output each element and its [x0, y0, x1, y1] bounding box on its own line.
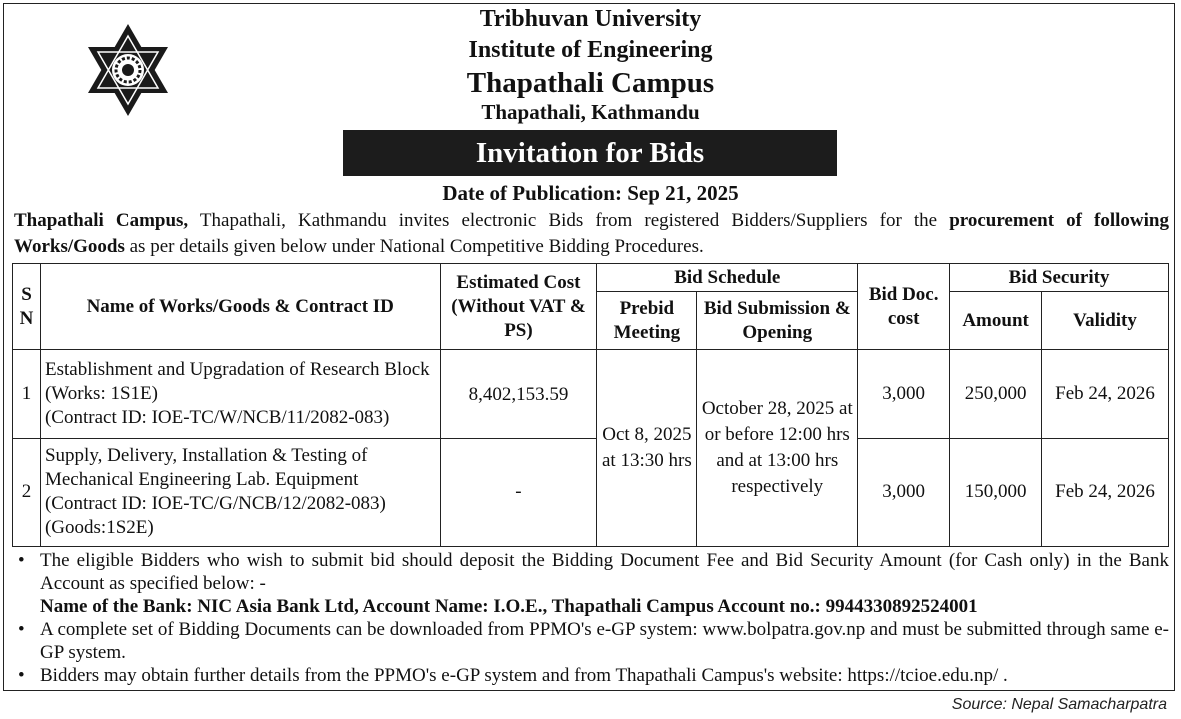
publication-date: Date of Publication: Sep 21, 2025 — [442, 181, 739, 205]
header-name: Name of Works/Goods & Contract ID — [40, 264, 440, 350]
header-prebid: Prebid Meeting — [597, 292, 697, 350]
campus-name: Thapathali Campus — [466, 67, 715, 99]
table-row — [13, 350, 1169, 438]
note-item — [14, 664, 1169, 687]
header-estimated-cost: Estimated Cost (Without VAT & PS) — [440, 264, 597, 350]
header-bid-security: Bid Security — [950, 264, 1169, 292]
header-submission: Bid Submission & Opening — [697, 292, 858, 350]
header-amount: Amount — [950, 292, 1042, 350]
notes-list — [14, 549, 1169, 687]
row-doc-cost: 3,000 — [858, 438, 950, 546]
row-cost: - — [440, 438, 597, 546]
row-cost: 8,402,153.59 — [440, 350, 597, 438]
row-title: Establishment and Upgradation of Research Block (Works: 1S1E) — [44, 358, 430, 404]
row-validity: Feb 24, 2026 — [1042, 438, 1169, 546]
row-name — [40, 438, 440, 546]
row-validity: Feb 24, 2026 — [1042, 350, 1169, 438]
note-text: Bidders may obtain further details from the PPMO's e-GP system and from Thapathali Campus's website: https://tcioe.edu.np/ . — [40, 665, 1008, 686]
row-name — [40, 350, 440, 438]
row-contract-id: (Contract ID: IOE-TC/G/NCB/12/2082-083) — [44, 493, 386, 515]
note-item — [14, 549, 1169, 595]
header-bid-doc-cost: Bid Doc. cost — [858, 264, 950, 350]
institute-name: Institute of Engineering — [468, 37, 713, 63]
bid-submission: October 28, 2025 at or before 12:00 hrs and at 13:00 hrs respectively — [697, 350, 858, 547]
row-amount: 250,000 — [950, 350, 1042, 438]
bullet-icon: • — [18, 550, 25, 571]
row-contract-id: (Contract ID: IOE-TC/W/NCB/11/2082-083) — [44, 406, 390, 428]
prebid-meeting: Oct 8, 2025 at 13:30 hrs — [597, 350, 697, 547]
notice-title-banner: Invitation for Bids — [343, 130, 837, 176]
intro-bold-campus: Thapathali Campus, — [14, 210, 189, 231]
intro-text-1: Thapathali, Kathmandu invites electronic Bids from registered Bidders/Suppliers for the — [188, 210, 950, 231]
bank-details: Name of the Bank: NIC Asia Bank Ltd, Account Name: I.O.E., Thapathali Campus Account no.: 9944330892524001 — [40, 596, 978, 617]
header-sn: S N — [13, 264, 41, 350]
intro-bold-procurement: procurement of following Works/Goods — [14, 210, 1169, 257]
intro-paragraph — [14, 208, 1169, 260]
note-text: A complete set of Bidding Documents can be downloaded from PPMO's e-GP system: www.bolpatra.gov.np and must be submitted through same e-GP system. — [40, 619, 1169, 663]
source-credit: Source: Nepal Samacharpatra — [951, 696, 1167, 713]
bullet-icon: • — [18, 665, 25, 686]
header-bid-schedule: Bid Schedule — [597, 264, 858, 292]
note-text: The eligible Bidders who wish to submit bid should deposit the Bidding Document Fee and Bid Security Amount (for Cash only) in the Bank Account as specified below: - — [40, 550, 1169, 594]
table-row — [13, 438, 1169, 546]
note-item — [14, 618, 1169, 664]
row-amount: 150,000 — [950, 438, 1042, 546]
campus-address: Thapathali, Kathmandu — [481, 100, 700, 124]
intro-text-2: as per details given below under National Competitive Bidding Procedures. — [124, 236, 704, 257]
row-doc-cost: 3,000 — [858, 350, 950, 438]
header-validity: Validity — [1042, 292, 1169, 350]
row-sn: 2 — [13, 438, 41, 546]
university-name: Tribhuvan University — [479, 6, 702, 32]
row-goods-code: (Goods:1S2E) — [44, 517, 154, 539]
row-title: Supply, Delivery, Installation & Testing of Mechanical Engineering Lab. Equipment — [44, 445, 368, 491]
bid-table — [12, 263, 1169, 547]
row-sn: 1 — [13, 350, 41, 438]
bullet-icon: • — [18, 619, 25, 640]
